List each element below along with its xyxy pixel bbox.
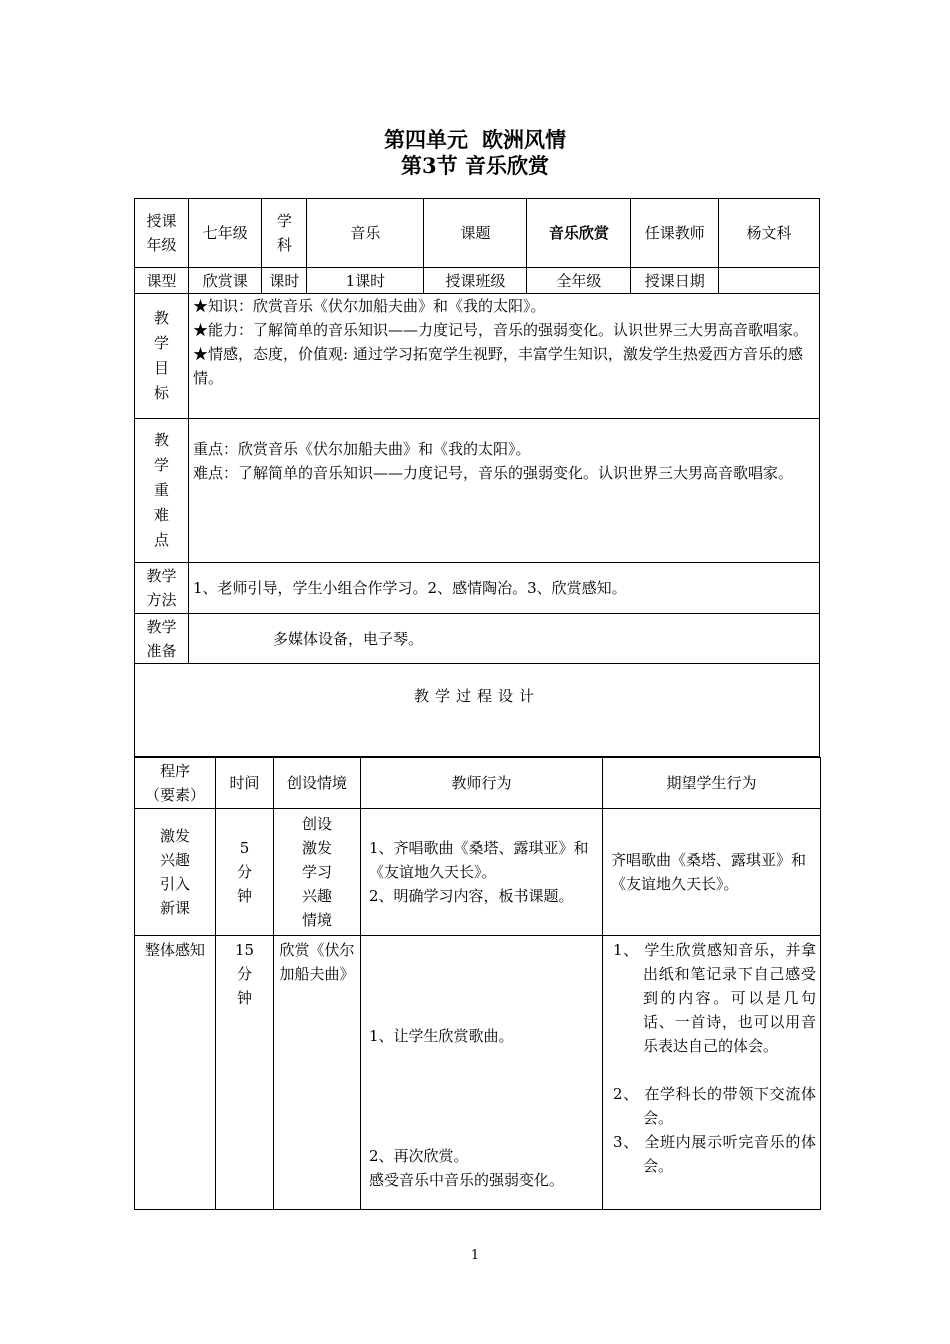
goals-content: [189, 294, 820, 419]
keypoint-text: 重点：欣赏音乐《伏尔加船夫曲》和《我的太阳》。: [193, 440, 531, 458]
row2-student: 1、 学生欣赏感知音乐，并拿出纸和笔记录下自己感受到的内容。可以是几句话、一首诗，也可以用音乐表达自己的体会。 2、 在学科长的带领下交流体会。 3、 全班内展示听完音乐的体会。: [603, 936, 821, 1210]
teaching-process-table: [134, 757, 821, 1210]
goal-knowledge: ★知识：欣赏音乐《伏尔加船夫曲》和《我的太阳》。: [193, 297, 546, 315]
date-value: [719, 268, 820, 294]
row1-scene: 创设 激发 学习 兴趣 情境: [274, 809, 361, 936]
row2-scene: 欣赏《伏尔加船夫曲》: [274, 936, 361, 1210]
unit-name: 欧洲风情: [482, 127, 566, 152]
hours-label: 课时: [262, 268, 307, 294]
header-student: 期望学生行为: [603, 758, 821, 809]
grade-value: 七年级: [189, 199, 262, 268]
difficulty-text: 难点：了解简单的音乐知识——力度记号，音乐的强弱变化。认识世界三大男高音歌唱家。: [193, 464, 794, 482]
topic-value: 音乐欣赏: [527, 199, 631, 268]
subject-value: 音乐: [307, 199, 424, 268]
row1-step: 激发 兴趣 引入 新课: [135, 809, 216, 936]
row2-step: 整体感知: [135, 936, 216, 1210]
header-step: 程序 （要素）: [135, 758, 216, 809]
keypoints-label: 教 学 重 难 点: [135, 419, 189, 563]
subject-label: 学 科: [262, 199, 307, 268]
row2-teacher: 1、让学生欣赏歌曲。 2、再次欣赏。 感受音乐中音乐的强弱变化。: [361, 936, 603, 1210]
row1-time: 5 分 钟: [216, 809, 274, 936]
prep-label: 教学 准备: [135, 614, 189, 664]
page-number: 1: [470, 1248, 480, 1263]
type-label: 课型: [135, 268, 189, 294]
keypoints-content: [189, 419, 820, 563]
header-time: 时间: [216, 758, 274, 809]
row2-time: 15 分 钟: [216, 936, 274, 1210]
grade-label: 授课 年级: [135, 199, 189, 268]
row1-teacher: 1、齐唱歌曲《桑塔、露琪亚》和《友谊地久天长》。 2、明确学习内容，板书课题。: [361, 809, 603, 936]
method-label: 教学 方法: [135, 563, 189, 614]
teacher-value: 杨文科: [719, 199, 820, 268]
topic-label: 课题: [424, 199, 527, 268]
class-label: 授课班级: [424, 268, 527, 294]
date-label: 授课日期: [631, 268, 719, 294]
goals-label: 教 学 目 标: [135, 294, 189, 419]
goal-attitude: ★情感，态度，价值观: 通过学习拓宽学生视野，丰富学生知识，激发学生热爱西方音乐的感情。: [193, 345, 803, 387]
row1-student: 齐唱歌曲《桑塔、露琪亚》和《友谊地久天长》。: [603, 809, 821, 936]
lesson-info-table: [134, 198, 820, 757]
process-design-title: 教学过程设计: [135, 664, 820, 757]
goal-ability: ★能力：了解简单的音乐知识——力度记号，音乐的强弱变化。认识世界三大男高音歌唱家。: [193, 321, 809, 339]
class-value: 全年级: [527, 268, 631, 294]
prep-value: 多媒体设备，电子琴。: [189, 614, 820, 664]
hours-value: 1课时: [307, 268, 424, 294]
type-value: 欣赏课: [189, 268, 262, 294]
header-teacher: 教师行为: [361, 758, 603, 809]
header-scene: 创设情境: [274, 758, 361, 809]
section-title: 第3节 音乐欣赏: [401, 153, 549, 178]
unit-number: 第四单元: [384, 127, 468, 152]
method-value: 1、老师引导，学生小组合作学习。2、感情陶冶。3、欣赏感知。: [189, 563, 820, 614]
teacher-label: 任课教师: [631, 199, 719, 268]
